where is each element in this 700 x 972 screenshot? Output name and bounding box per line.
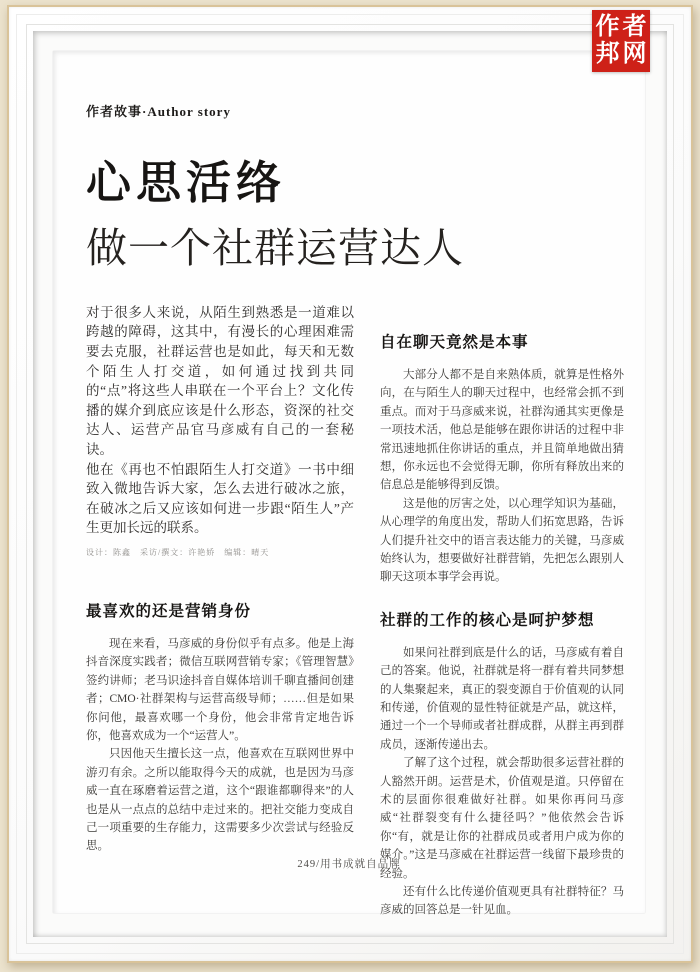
right-column (380, 303, 624, 920)
body-paragraph: 现在来看，马彦威的身份似乎有点多。他是上海抖音深度实践者；微信互联网营销专家；《管理智慧》签约讲师；老马识途抖音自媒体培训千聊直播间创建者；CMO·社群架构与运营高级导师；……但是如果你问他，最喜欢哪一个身份，他会非常肯定地告诉你，他喜欢成为一个“运营人”。 (86, 638, 354, 743)
body-paragraph: 只因他天生擅长这一点，他喜欢在互联网世界中游刃有余。之所以能取得今天的成就，也是因为马彦威一直在琢磨着运营之道，这个“跟谁都聊得来”的人也是从一点点的总结中走过来的。把社交能力变成自己一项重要的生存能力，这需要多少次尝试与经验反思。 (86, 748, 354, 853)
article-title (86, 158, 624, 272)
article-title-line2: 做一个社群运营达人 (86, 224, 464, 271)
logo-text-line2: 邦网 (595, 41, 650, 67)
logo-text-line1: 作者 (595, 14, 650, 40)
page-number: 249/用书成就自品牌 (297, 859, 401, 870)
credits-line: 设计：陈鑫 采访/撰文：许艳娇 编辑：晴天 (86, 548, 270, 558)
zuozhebang-logo (592, 10, 650, 72)
two-column-layout (86, 303, 624, 920)
left-column (86, 303, 354, 920)
body-paragraph: 大部分人都不是自来熟体质，就算是性格外向，在与陌生人的聊天过程中，也经常会抓不到重点。而对于马彦威来说，社群沟通其实更像是一项技术活，他总是能够在跟你讲话的过程中非常迅速地抓住你讲话的重点，并且简单地做出猜想，你永远也不会觉得无聊，你所有释放出来的信息总是能够得到反馈。 (380, 368, 624, 492)
body-paragraph: 这是他的厉害之处，以心理学知识为基础，从心理学的角度出发，帮助人们拓宽思路，告诉人们提升社交中的语言表达能力的关键，马彦威始终认为，想要做好社群营销，先把怎么跟别人聊天这项本事学会再说。 (380, 497, 624, 584)
section-heading-community-core: 社群的工作的核心是呵护梦想 (380, 611, 595, 629)
magazine-page (53, 51, 645, 917)
article-title-line1: 心思活络 (86, 158, 287, 208)
intro-paragraph-2: 他在《再也不怕跟陌生人打交道》一书中细致入微地告诉大家，怎么去进行破冰之旅，在破冰之后又应该如何进一步跟“陌生人”产生更加长远的联系。 (86, 461, 354, 536)
section-heading-marketing-identity: 最喜欢的还是营销身份 (86, 603, 252, 621)
picture-frame (7, 5, 693, 963)
frame-mat (33, 31, 667, 937)
section-kicker: 作者故事·Author story (86, 104, 231, 119)
body-paragraph: 如果问社群到底是什么的话，马彦威有着自己的答案。他说，社群就是将一群有着共同梦想的人集聚起来，真正的裂变源自于价值观的认同和传递，价值观的显性特征就是产品，就这样，通过一个一个导师或者社群成群，从群主再到群成员，逐渐传递出去。 (380, 646, 624, 751)
body-paragraph: 还有什么比传递价值观更具有社群特征？马彦威的回答总是一针见血。 (380, 886, 624, 917)
section-heading-chatting-skill: 自在聊天竟然是本事 (380, 333, 529, 351)
intro-paragraph-1: 对于很多人来说，从陌生到熟悉是一道难以跨越的障碍，这其中，有漫长的心理困难需要去克服，社群运营也是如此，每天和无数个陌生人打交道，如何通过找到共同的“点”将这些人串联在一个平台上？文化传播的媒介到底应该是什么形态，资深的社交达人、运营产品官马彦威有自己的一套秘诀。 (86, 304, 354, 458)
body-paragraph: 了解了这个过程，就会帮助很多运营社群的人豁然开朗。运营是术，价值观是道。只停留在术的层面你很难做好社群。如果你再问马彦威“社群裂变有什么捷径吗？”他依然会告诉你“有，就是让你的社群成员或者用户成为你的媒介。”这是马彦威在社群运营一线留下最珍贵的经验。 (380, 757, 624, 880)
